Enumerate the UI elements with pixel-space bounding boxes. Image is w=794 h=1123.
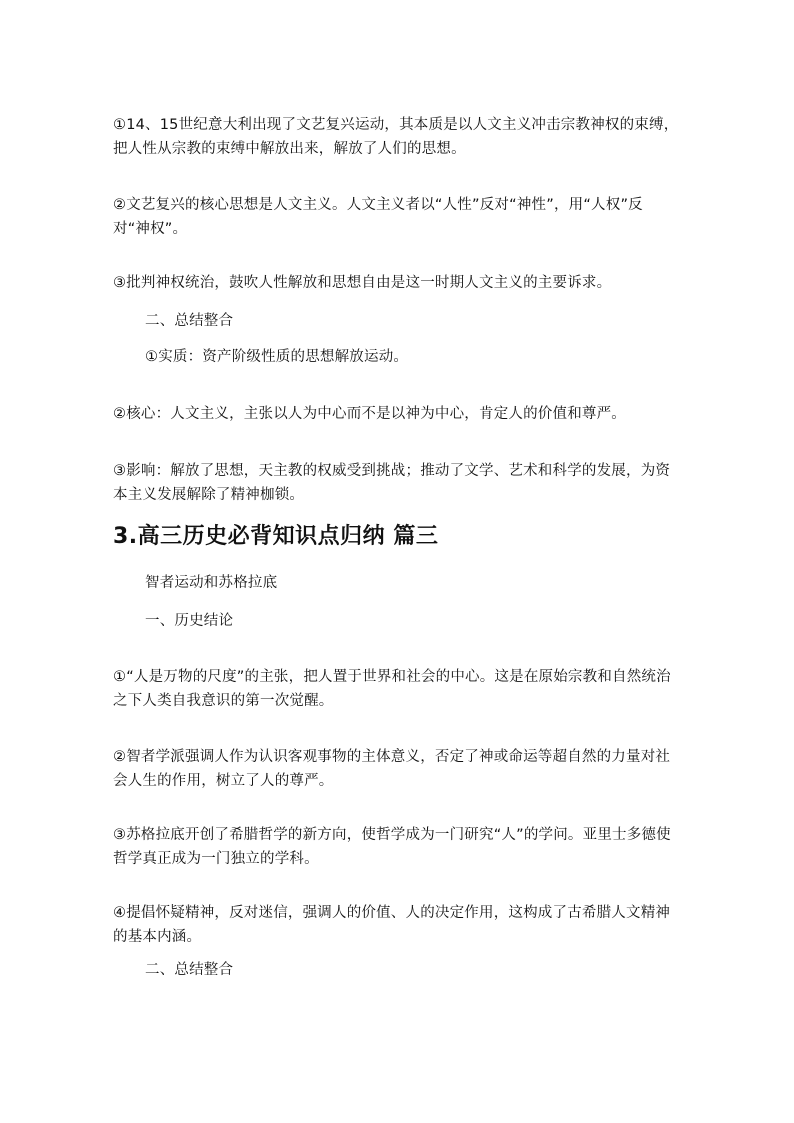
conclusion-item-3: ③苏格拉底开创了希腊哲学的新方向，使哲学成为一门研究“人”的学问。亚里士多德使哲学真正成为一门独立的学科。 [113,827,671,867]
summary-item-essence: ①实质：资产阶级性质的思想解放运动。 [145,349,409,365]
summary-item-impact: ③影响：解放了思想，天主教的权威受到挑战；推动了文学、艺术和科学的发展，为资本主义发展解除了精神枷锁。 [113,463,671,503]
paragraph-renaissance-demand: ③批判神权统治，鼓吹人性解放和思想自由是这一时期人文主义的主要诉求。 [113,275,612,291]
subheading-conclusions: 一、历史结论 [145,613,234,629]
section-heading: 3.高三历史必背知识点归纳 篇三 [113,524,439,549]
conclusion-item-1: ①“人是万物的尺度”的主张，把人置于世界和社会的中心。这是在原始宗教和自然统治之下人类自我意识的第一次觉醒。 [113,669,671,709]
conclusion-item-4: ④提倡怀疑精神，反对迷信，强调人的价值、人的决定作用，这构成了古希腊人文精神的基本内涵。 [113,905,671,945]
conclusion-item-2: ②智者学派强调人作为认识客观事物的主体意义，否定了神或命运等超自然的力量对社会人生的作用，树立了人的尊严。 [113,749,671,789]
paragraph-renaissance-essence: ①14、15世纪意大利出现了文艺复兴运动，其本质是以人文主义冲击宗教神权的束缚，把人性从宗教的束缚中解放出来，解放了人们的思想。 [113,117,679,157]
summary-item-core: ②核心：人文主义，主张以人为中心而不是以神为中心，肯定人的价值和尊严。 [113,406,626,422]
paragraph-renaissance-core: ②文艺复兴的核心思想是人文主义。人文主义者以“人性”反对“神性”，用“人权”反对“神权”。 [113,197,643,237]
topic-title: 智者运动和苏格拉底 [145,575,278,591]
subheading-summary-2: 二、总结整合 [145,962,234,978]
subheading-summary: 二、总结整合 [145,313,234,329]
